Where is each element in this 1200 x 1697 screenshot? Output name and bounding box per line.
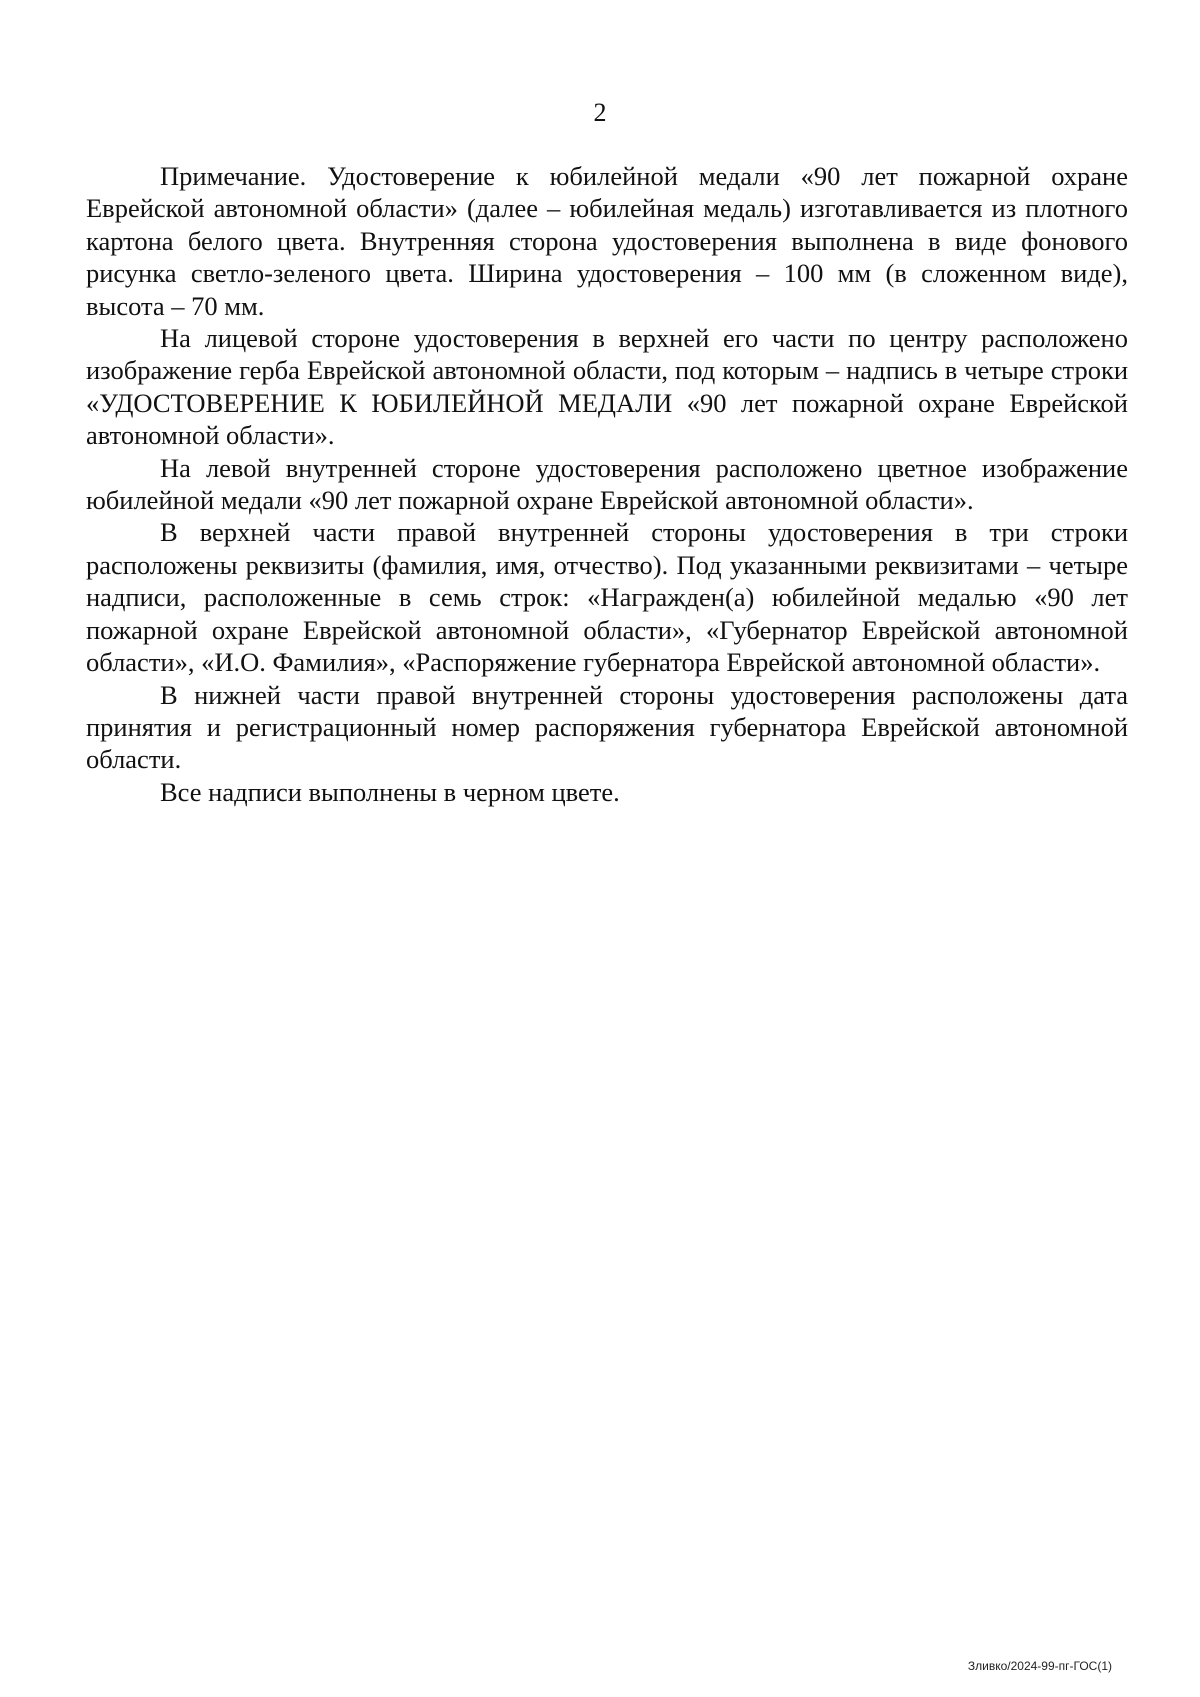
note-paragraph-6: Все надписи выполнены в черном цвете. <box>160 776 620 807</box>
note-paragraph-3: На левой внутренней стороне удостоверения расположено цветное изображение юбилейной медали «90 лет пожарной охране Еврейской автономной области». <box>86 452 1128 516</box>
note-paragraph-4: В верхней части правой внутренней стороны удостоверения в три строки расположены реквизиты (фамилия, имя, отчество). Под указанными реквизитами – четыре надписи, расположенные в семь строк: «Награжден(а) юбилейной медалью «90 лет пожарной охране Еврейской автономной области», «Губернатор Еврейской автономной области», «И.О. Фамилия», «Распоряжение губернатора Еврейской автономной области». <box>86 517 1128 678</box>
note-paragraph-1: Примечание. Удостоверение к юбилейной медали «90 лет пожарной охране Еврейской автономной области» (далее – юбилейная медаль) изготавливается из плотного картона белого цвета. Внутренняя сторона удостоверения выполнена в виде фонового рисунка светло-зеленого цвета. Ширина удостоверения – 100 мм (в сложенном виде), высота – 70 мм. <box>86 161 1128 321</box>
note-paragraph-5: В нижней части правой внутренней стороны удостоверения расположены дата принятия и регистрационный номер распоряжения губернатора Еврейской автономной области. <box>86 679 1128 775</box>
page-number: 2 <box>593 98 607 127</box>
note-paragraph-2: На лицевой стороне удостоверения в верхней его части по центру расположено изображение герба Еврейской автономной области, под которым – надпись в четыре строки «УДОСТОВЕРЕНИЕ К ЮБИЛЕЙНОЙ МЕДАЛИ «90 лет пожарной охране Еврейской автономной области». <box>86 323 1128 451</box>
document-body <box>86 160 1128 808</box>
document-registration-code: Зливко/2024-99-пг-ГОС(1) <box>967 1659 1112 1673</box>
